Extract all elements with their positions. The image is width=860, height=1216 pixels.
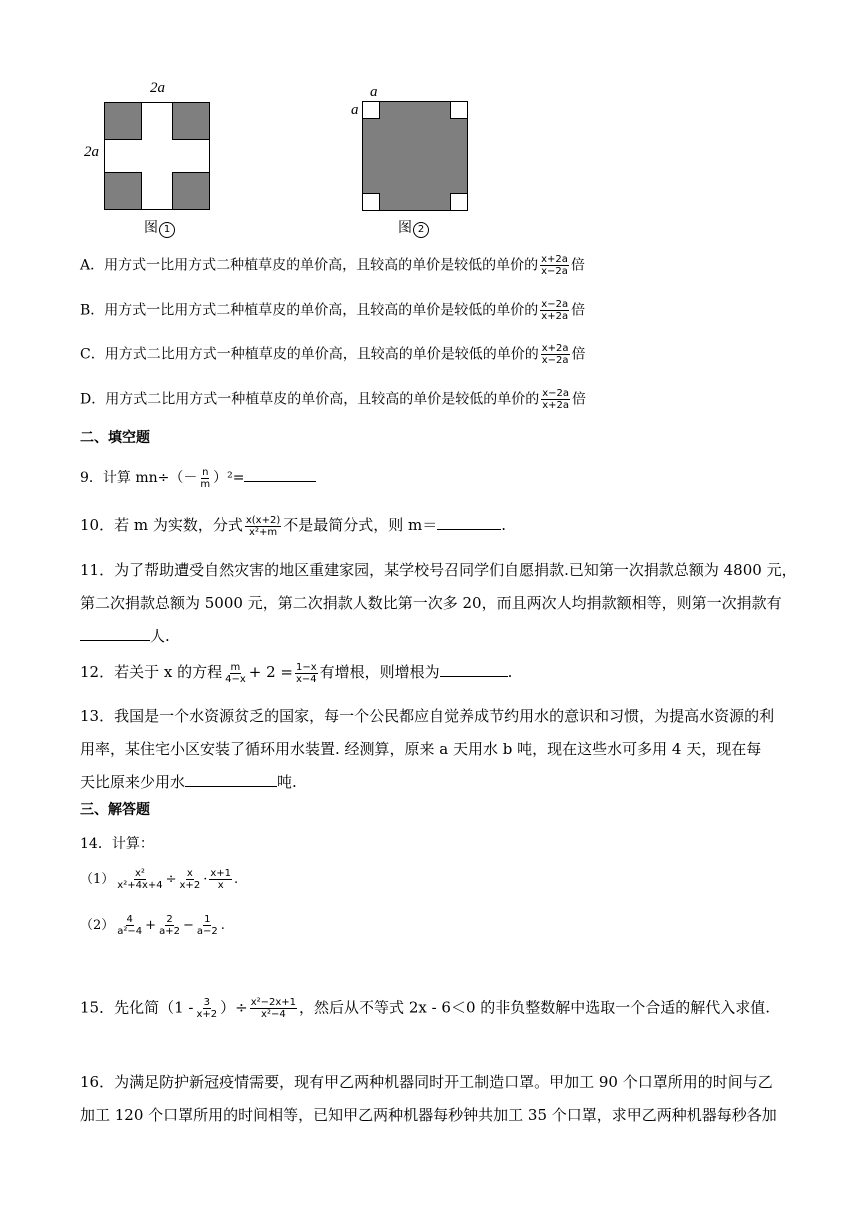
fig2-corner-br xyxy=(450,193,468,211)
question-15: 15．先化简（1 - $\frac{3}{x+2}$ ）÷ $\frac{\text{x²−2x+1}}{\text{x²−4}}$ ，然后从不等式 2x - 6＜0 的非负整数解中选取一个合适的解代入求值. xyxy=(80,997,771,1020)
answer-blank[interactable] xyxy=(80,624,150,641)
fig1-caption: 图 1 xyxy=(144,217,175,238)
question-11: 11．为了帮助遭受自然灾害的地区重建家园，某学校号召同学们自愿捐款.已知第一次捐款总额为 4800 元， 第二次捐款总额为 5000 元，第二次捐款人数比第一次多 20，而且两次人均捐款额相等，则第一次捐款有 人. xyxy=(80,561,797,645)
fig2-corner-tr xyxy=(450,101,468,119)
question-14-title: 14．计算： xyxy=(80,836,154,852)
fig2-corner-bl xyxy=(362,193,380,211)
question-16: 16．为满足防护新冠疫情需要，现有甲乙两种机器同时开工制造口罩。甲加工 90 个口罩所用的时间与乙 加工 120 个口罩所用的时间相等，已知甲乙两种机器每秒钟共加工 35 个口罩，求甲乙两种机器每秒各加 xyxy=(80,1073,777,1124)
fig2-top-label: a xyxy=(370,84,378,100)
question-10: 10．若 m 为实数，分式 $\frac{x(x+2)}{\text{x²+m}}$ 不是最简分式，则 m＝ . xyxy=(80,514,507,538)
answer-blank[interactable] xyxy=(185,770,277,787)
fig2-caption: 图 2 xyxy=(398,217,429,238)
option-d: D．用方式二比用方式一种植草皮的单价高，且较高的单价是较低的单价的 $\frac{x-2a}{x+2a}$ 倍 xyxy=(80,388,587,411)
fig2-side-label: a xyxy=(351,102,359,118)
question-12: 12．若关于 x 的方程 $\frac{m}{4-x}$ + 2 = $\frac{1-x}{x-4}$ 有增根，则增根为 . xyxy=(80,661,513,685)
fig2-corner-tl xyxy=(362,101,380,119)
fig1-corner-tl xyxy=(104,102,142,140)
question-14-part-2: （2） $\frac{4}{\text{a²−4}}$ + $\frac{2}{a+2}$ − $\frac{1}{a-2}$ . xyxy=(80,914,225,937)
question-14-part-1: （1） $\frac{\text{x²}}{\text{x²+4x+4}}$ ÷ $\frac{x}{x+2}$ · $\frac{x+1}{x}$ . xyxy=(80,868,239,891)
answer-blank[interactable] xyxy=(437,513,501,530)
question-9: 9．计算 mn÷（－ $\frac{n}{m}$ ）²= xyxy=(80,465,316,490)
option-c: C．用方式二比用方式一种植草皮的单价高，且较高的单价是较低的单价的 $\frac{x+2a}{x-2a}$ 倍 xyxy=(80,343,586,366)
section-fill-in-heading: 二、填空题 xyxy=(80,430,150,446)
question-13: 13．我国是一个水资源贫乏的国家，每一个公民都应自觉养成节约用水的意识和习惯，为提高水资源的利 用率，某住宅小区安装了循环用水装置. 经测算，原来 a 天用水 b 吨，现在这些水可多用 4 天，现在每 天比原来少用水 吨. xyxy=(80,707,775,791)
fig1-corner-bl xyxy=(104,172,142,210)
section-solve-heading: 三、解答题 xyxy=(80,802,150,818)
option-a: A．用方式一比用方式二种植草皮的单价高，且较高的单价是较低的单价的 $\frac{x+2a}{x-2a}$ 倍 xyxy=(80,254,585,277)
fig1-corner-tr xyxy=(172,102,210,140)
option-b: B．用方式一比用方式二种植草皮的单价高，且较高的单价是较低的单价的 $\frac{x-2a}{x+2a}$ 倍 xyxy=(80,299,586,322)
fig1-top-label: 2a xyxy=(150,80,165,96)
answer-blank[interactable] xyxy=(244,465,316,482)
fig1-corner-br xyxy=(172,172,210,210)
answer-blank[interactable] xyxy=(440,660,508,677)
fig1-side-label: 2a xyxy=(84,144,99,160)
